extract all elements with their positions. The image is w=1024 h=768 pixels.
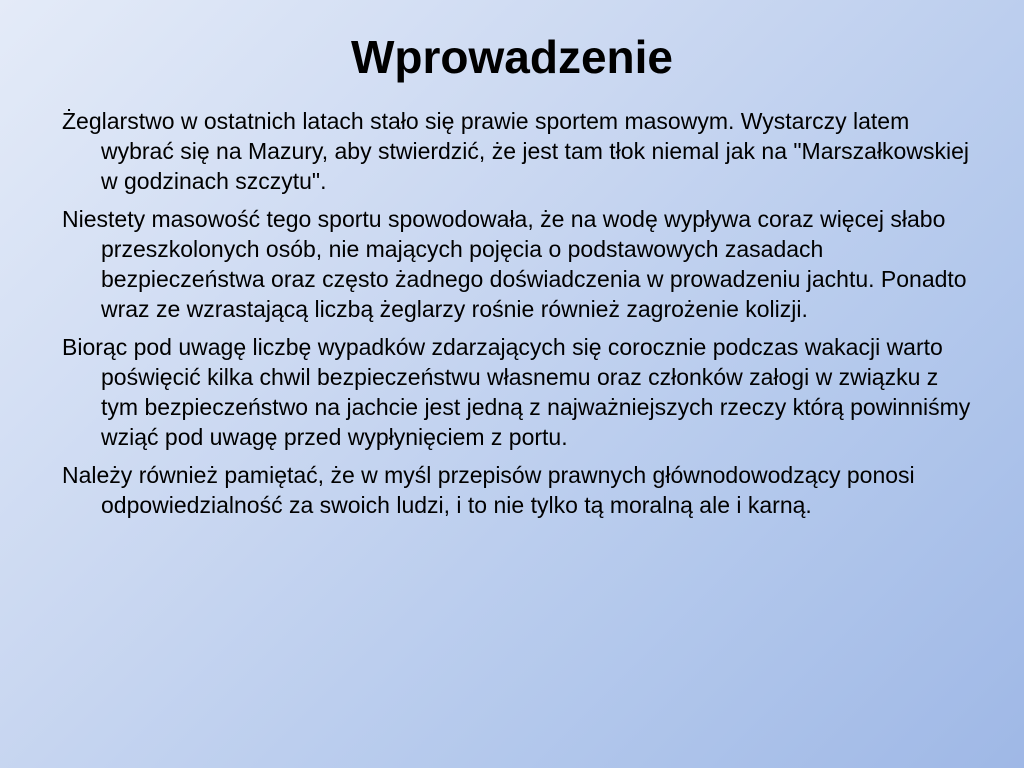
slide-content (62, 106, 972, 528)
paragraph-3: Biorąc pod uwagę liczbę wypadków zdarzających się corocznie podczas wakacji warto poświęcić kilka chwil bezpieczeństwu własnemu oraz członków załogi w związku z tym bezpieczeństwo na jachcie jest jedną z najważniejszych rzeczy którą powinniśmy wziąć pod uwagę przed wypłynięciem z portu. (62, 334, 971, 450)
paragraph-1: Żeglarstwo w ostatnich latach stało się prawie sportem masowym. Wystarczy latem wybrać się na Mazury, aby stwierdzić, że jest tam tłok niemal jak na "Marszałkowskiej w godzinach szczytu". (62, 108, 969, 194)
paragraph-2: Niestety masowość tego sportu spowodowała, że na wodę wypływa coraz więcej słabo przeszkolonych osób, nie mających pojęcia o podstawowych zasadach bezpieczeństwa oraz często żadnego doświadczenia w prowadzeniu jachtu. Ponadto wraz ze wzrastającą liczbą żeglarzy rośnie również zagrożenie kolizji. (62, 206, 967, 322)
paragraph-4: Należy również pamiętać, że w myśl przepisów prawnych głównodowodzący ponosi odpowiedzialność za swoich ludzi, i to nie tylko tą moralną ale i karną. (62, 462, 915, 518)
slide-title: Wprowadzenie (350, 31, 674, 83)
